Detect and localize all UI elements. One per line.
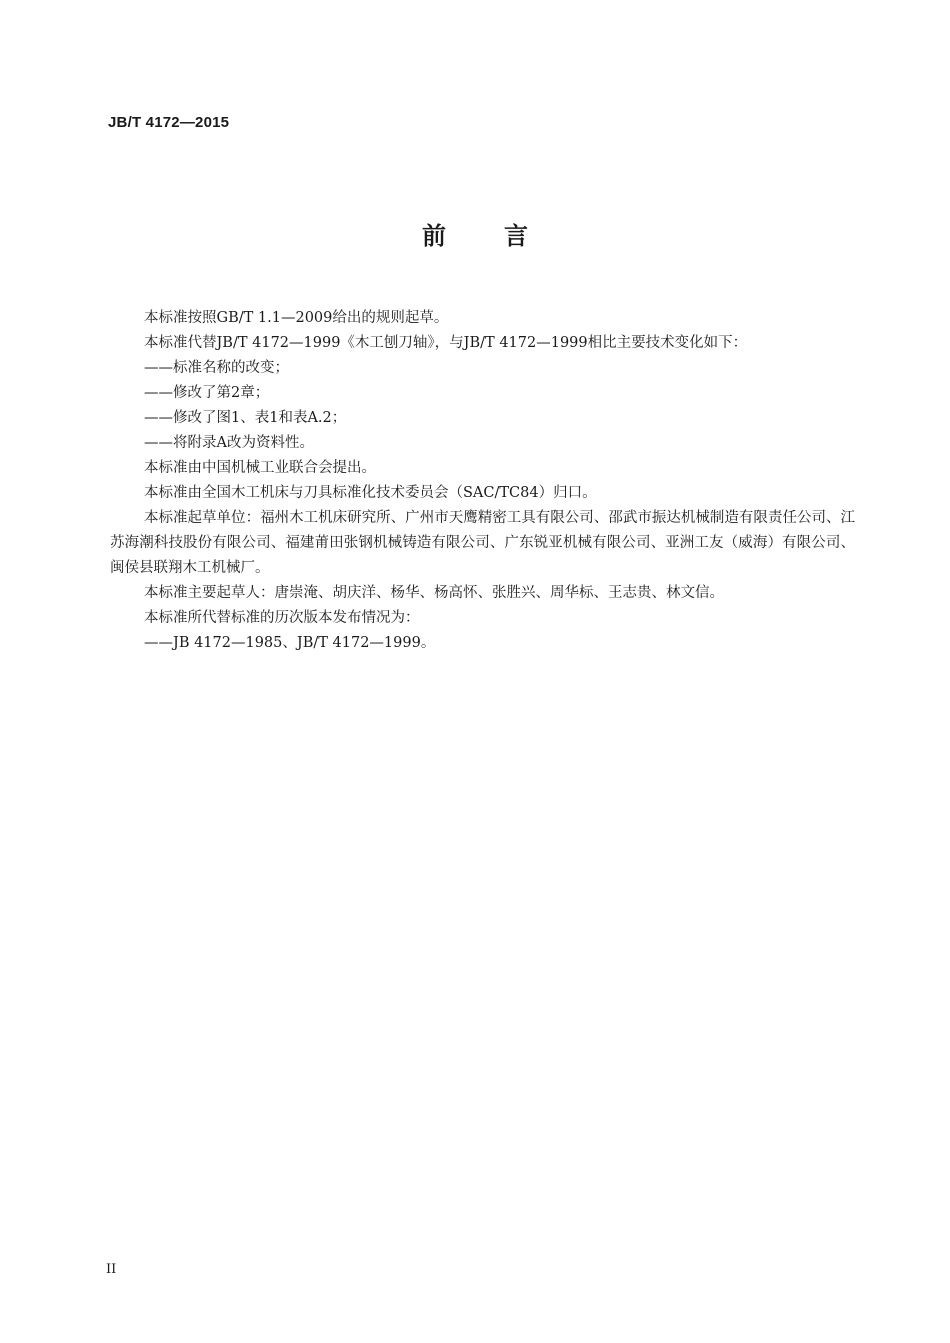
paragraph: 本标准所代替标准的历次版本发布情况为：: [144, 610, 420, 626]
document-code: JB/T 4172—2015: [108, 114, 230, 131]
title-char-1: 前: [422, 222, 446, 250]
list-item: ——JB 4172—1985、JB/T 4172—1999。: [144, 635, 436, 651]
list-item: ——修改了第2章；: [144, 385, 270, 401]
list-item: ——标准名称的改变；: [144, 360, 289, 376]
paragraph: 本标准主要起草人：唐崇淹、胡庆洋、杨华、杨高怀、张胜兴、周华标、王志贵、林文信。: [144, 585, 724, 601]
list-item: ——将附录A改为资料性。: [144, 435, 314, 451]
page-title: [0, 220, 950, 252]
foreword-body: [110, 306, 855, 656]
list-item: ——修改了图1、表1和表A.2；: [144, 410, 347, 426]
paragraph: 本标准起草单位：福州木工机床研究所、广州市天鹰精密工具有限公司、邵武市振达机械制造有限责任公司、江苏海潮科技股份有限公司、福建莆田张钢机械铸造有限公司、广东锐亚机械有限公司、亚洲工友（威海）有限公司、闽侯县联翔木工机械厂。: [110, 510, 855, 576]
paragraph: 本标准由全国木工机床与刀具标准化技术委员会（SAC/TC84）归口。: [144, 485, 597, 501]
paragraph: 本标准代替JB/T 4172—1999《木工刨刀轴》，与JB/T 4172—1999相比主要技术变化如下：: [144, 335, 748, 351]
title-char-2: 言: [504, 222, 528, 250]
page-number: II: [106, 1262, 117, 1277]
paragraph: 本标准按照GB/T 1.1—2009给出的规则起草。: [144, 310, 449, 326]
paragraph: 本标准由中国机械工业联合会提出。: [144, 460, 376, 476]
